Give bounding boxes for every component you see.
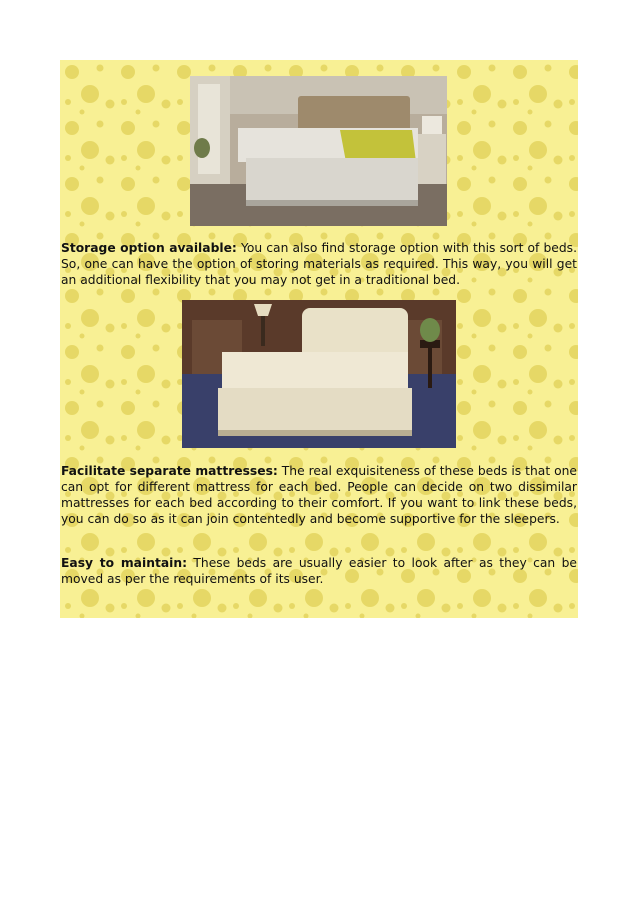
maintain-paragraph bbox=[61, 555, 577, 587]
maintain-heading: Easy to maintain: bbox=[61, 556, 188, 570]
storage-text: You can also find storage option with this sort of beds. So, one can have the option of storing materials as required. This way, you will get an additional flexibility that you may not get in a traditional bed. bbox=[61, 241, 577, 287]
mattresses-paragraph bbox=[61, 463, 577, 527]
bed-photo-1 bbox=[190, 76, 447, 226]
mattresses-text: The real exquisiteness of these beds is that one can opt for different mattress for each bed. People can decide on two dissimilar mattresses for each bed according to their comfort. If you want to link these beds, you can do so as it can join contentedly and become supportive for the sleepers. bbox=[61, 464, 577, 526]
mattresses-heading: Facilitate separate mattresses: bbox=[61, 464, 278, 478]
storage-heading: Storage option available: bbox=[61, 241, 237, 255]
maintain-text: These beds are usually easier to look after as they can be moved as per the requirements of its user. bbox=[61, 556, 577, 586]
bed-photo-2 bbox=[182, 300, 456, 448]
storage-paragraph bbox=[61, 240, 577, 288]
document-page bbox=[60, 60, 578, 618]
